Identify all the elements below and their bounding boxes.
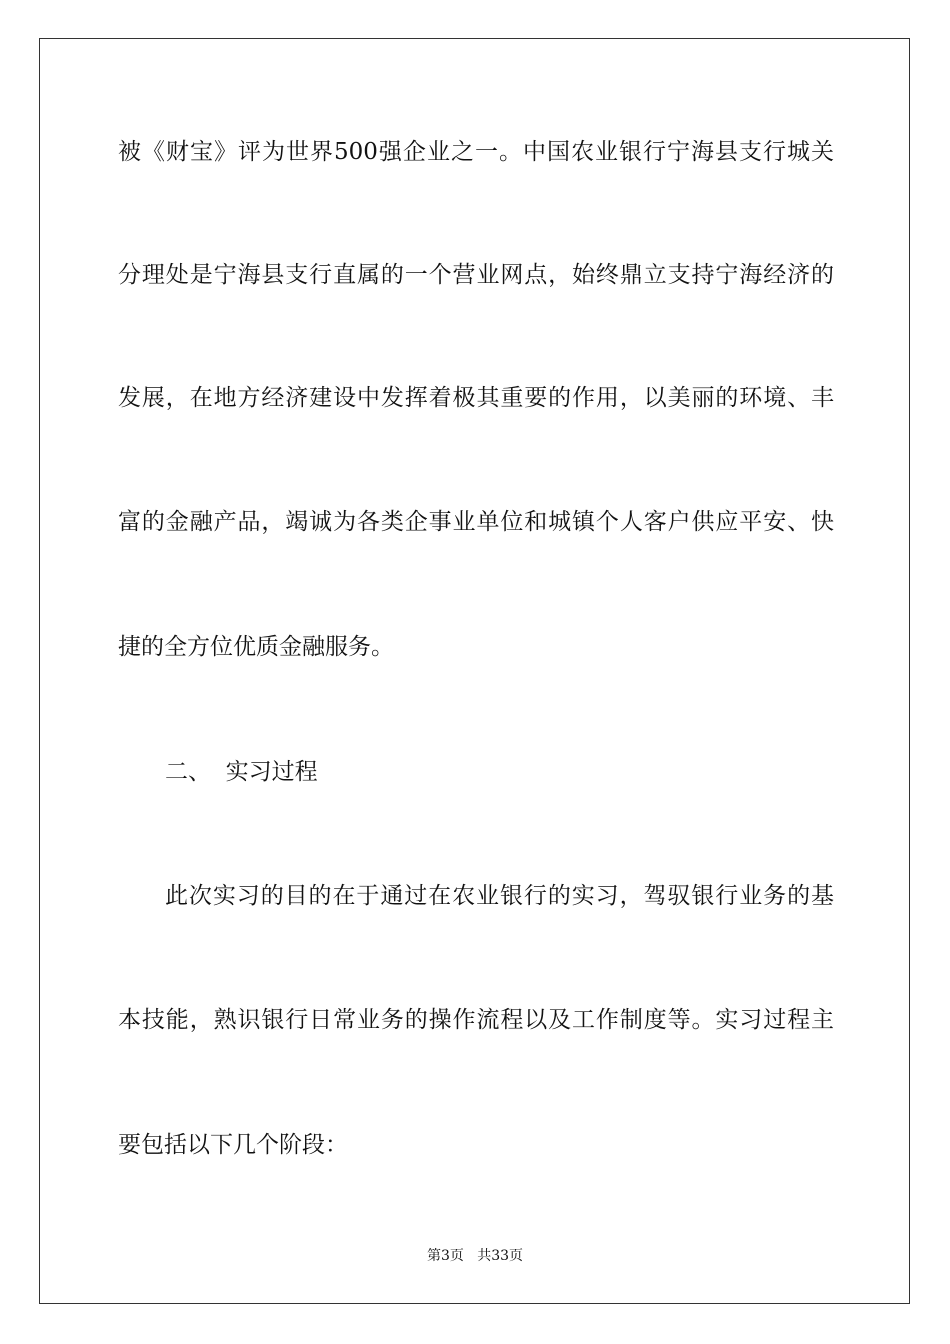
body-text-line: 分理处是宁海县支行直属的一个营业网点，始终鼎立支持宁海经济的 <box>118 262 834 288</box>
section-heading: 二、 实习过程 <box>165 759 318 785</box>
body-text-line: 本技能，熟识银行日常业务的操作流程以及工作制度等。实习过程主 <box>118 1007 834 1033</box>
body-text-line: 要包括以下几个阶段： <box>118 1132 348 1158</box>
body-text-line: 富的金融产品，竭诚为各类企事业单位和城镇个人客户供应平安、快 <box>118 509 834 535</box>
page-border <box>39 38 910 1304</box>
body-text-line: 捷的全方位优质金融服务。 <box>118 634 394 660</box>
body-text-line: 发展，在地方经济建设中发挥着极其重要的作用，以美丽的环境、丰 <box>118 385 834 411</box>
body-text-line: 被《财宝》评为世界500强企业之一。中国农业银行宁海县支行城关 <box>118 139 834 165</box>
body-text-line: 此次实习的目的在于通过在农业银行的实习，驾驭银行业务的基 <box>165 883 834 909</box>
page-number-footer: 第3页 共33页 <box>426 1248 524 1264</box>
